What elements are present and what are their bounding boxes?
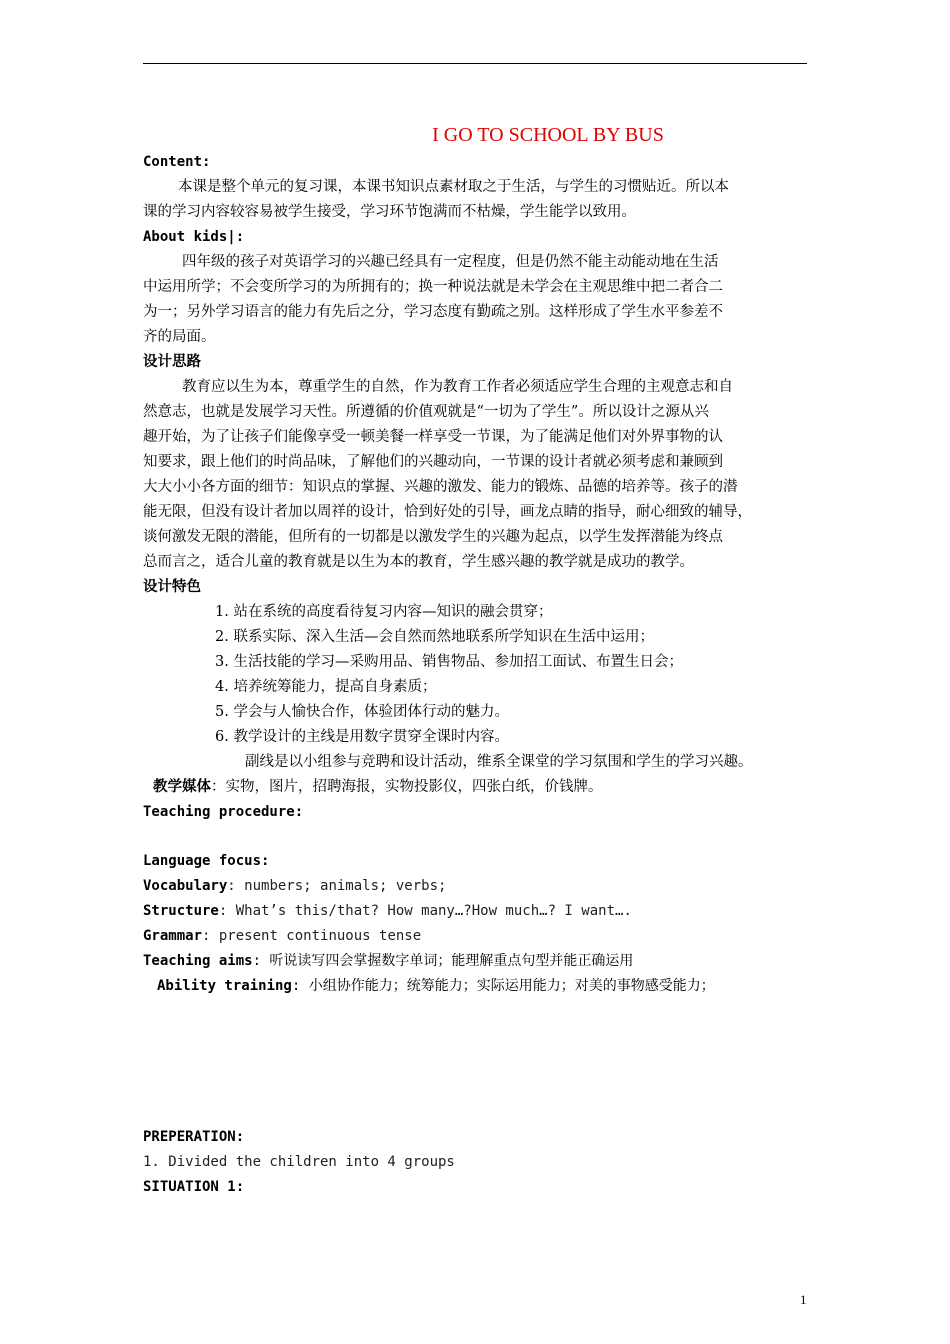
- media-line: [153, 777, 603, 797]
- aims-line: [143, 951, 633, 971]
- ability-label: Ability training: [157, 978, 292, 994]
- design-paragraph-line: 趣开始，为了让孩子们能像享受一顿美餐一样享受一节课，为了能满足他们对外界事物的认: [143, 429, 723, 445]
- preparation-item: 1. Divided the children into 4 groups: [143, 1154, 455, 1170]
- media-label: 教学媒体: [153, 778, 211, 795]
- preparation-label: PREPERATION:: [143, 1129, 245, 1145]
- content-paragraph-line: 课的学习内容较容易被学生接受，学习环节饱满而不枯燥，学生能学以致用。: [143, 204, 636, 220]
- focus-label: Language focus:: [143, 853, 270, 869]
- feature-list-item: 5. 学会与人愉快合作，体验团体行动的魅力。: [215, 704, 509, 720]
- aims-label: Teaching aims: [143, 953, 253, 969]
- procedure-label: Teaching procedure:: [143, 804, 304, 820]
- header-rule: [143, 63, 807, 64]
- structure-label: Structure: [143, 903, 219, 919]
- design-paragraph-line: 谈何激发无限的潜能，但所有的一切都是以激发学生的兴趣为起点，以学生发挥潜能为终点: [143, 529, 723, 545]
- kids-paragraph-line: 四年级的孩子对英语学习的兴趣已经具有一定程度，但是仍然不能主动能动地在生活: [182, 254, 719, 270]
- page-number: 1: [800, 1292, 807, 1307]
- feature-list-item: 4. 培养统筹能力，提高自身素质；: [215, 679, 437, 695]
- design-paragraph-line: 然意志，也就是发展学习天性。所遵循的价值观就是“一切为了学生”。所以设计之源从兴: [143, 404, 709, 420]
- design-paragraph-line: 总而言之，适合儿童的教育就是以生为本的教育，学生感兴趣的教学就是成功的教学。: [143, 554, 694, 570]
- vocabulary-text: : numbers; animals; verbs;: [227, 878, 447, 894]
- kids-paragraph-line: 齐的局面。: [143, 329, 216, 345]
- feature-list-item: 6. 教学设计的主线是用数字贯穿全课时内容。: [215, 729, 509, 745]
- document-title: I GO TO SCHOOL BY BUS: [432, 124, 664, 146]
- situation-label: SITUATION 1:: [143, 1179, 245, 1195]
- design-paragraph-line: 能无限，但没有设计者加以周祥的设计，恰到好处的引导，画龙点睛的指导，耐心细致的辅导，: [143, 504, 752, 520]
- feature-list-item: 2. 联系实际、深入生活—会自然而然地联系所学知识在生活中运用；: [215, 629, 654, 645]
- ability-text: : 小组协作能力；统筹能力；实际运用能力；对美的事物感受能力；: [291, 978, 715, 994]
- content-label: Content:: [143, 154, 211, 170]
- vocabulary-label: Vocabulary: [143, 878, 228, 894]
- kids-label: About kids|:: [143, 229, 245, 245]
- design-paragraph-line: 教育应以生为本，尊重学生的自然，作为教育工作者必须适应学生合理的主观意志和自: [182, 379, 733, 395]
- grammar-line: [143, 926, 421, 946]
- ability-line: [157, 976, 715, 996]
- design-paragraph-line: 大大小小各方面的细节：知识点的掌握、兴趣的激发、能力的锻炼、品德的培养等。孩子的潜: [143, 479, 738, 495]
- content-paragraph-line: 本课是整个单元的复习课，本课书知识点素材取之于生活，与学生的习惯贴近。所以本: [178, 179, 729, 195]
- media-text: ：实物，图片，招聘海报，实物投影仪，四张白纸，价钱牌。: [211, 779, 603, 795]
- design-label: 设计思路: [143, 353, 201, 370]
- structure-text: : What’s this/that? How many…?How much…? I want….: [218, 903, 632, 919]
- grammar-label: Grammar: [143, 928, 203, 944]
- feature-label: 设计特色: [143, 578, 201, 595]
- feature-list-continuation: 副线是以小组参与竞聘和设计活动，维系全课堂的学习氛围和学生的学习兴趣。: [245, 754, 753, 770]
- grammar-text: : present continuous tense: [202, 928, 422, 944]
- feature-list-item: 3. 生活技能的学习—采购用品、销售物品、参加招工面试、布置生日会；: [215, 654, 683, 670]
- aims-text: : 听说读写四会掌握数字单词；能理解重点句型并能正确运用: [252, 953, 634, 969]
- structure-line: [143, 901, 632, 921]
- kids-paragraph-line: 中运用所学；不会变所学习的为所拥有的；换一种说法就是未学会在主观思维中把二者合二: [143, 279, 723, 295]
- design-paragraph-line: 知要求，跟上他们的时尚品味，了解他们的兴趣动向，一节课的设计者就必须考虑和兼顾到: [143, 454, 723, 470]
- vocabulary-line: [143, 876, 446, 896]
- kids-paragraph-line: 为一；另外学习语言的能力有先后之分，学习态度有勤疏之别。这样形成了学生水平参差不: [143, 304, 723, 320]
- feature-list-item: 1. 站在系统的高度看待复习内容—知识的融会贯穿；: [215, 604, 553, 620]
